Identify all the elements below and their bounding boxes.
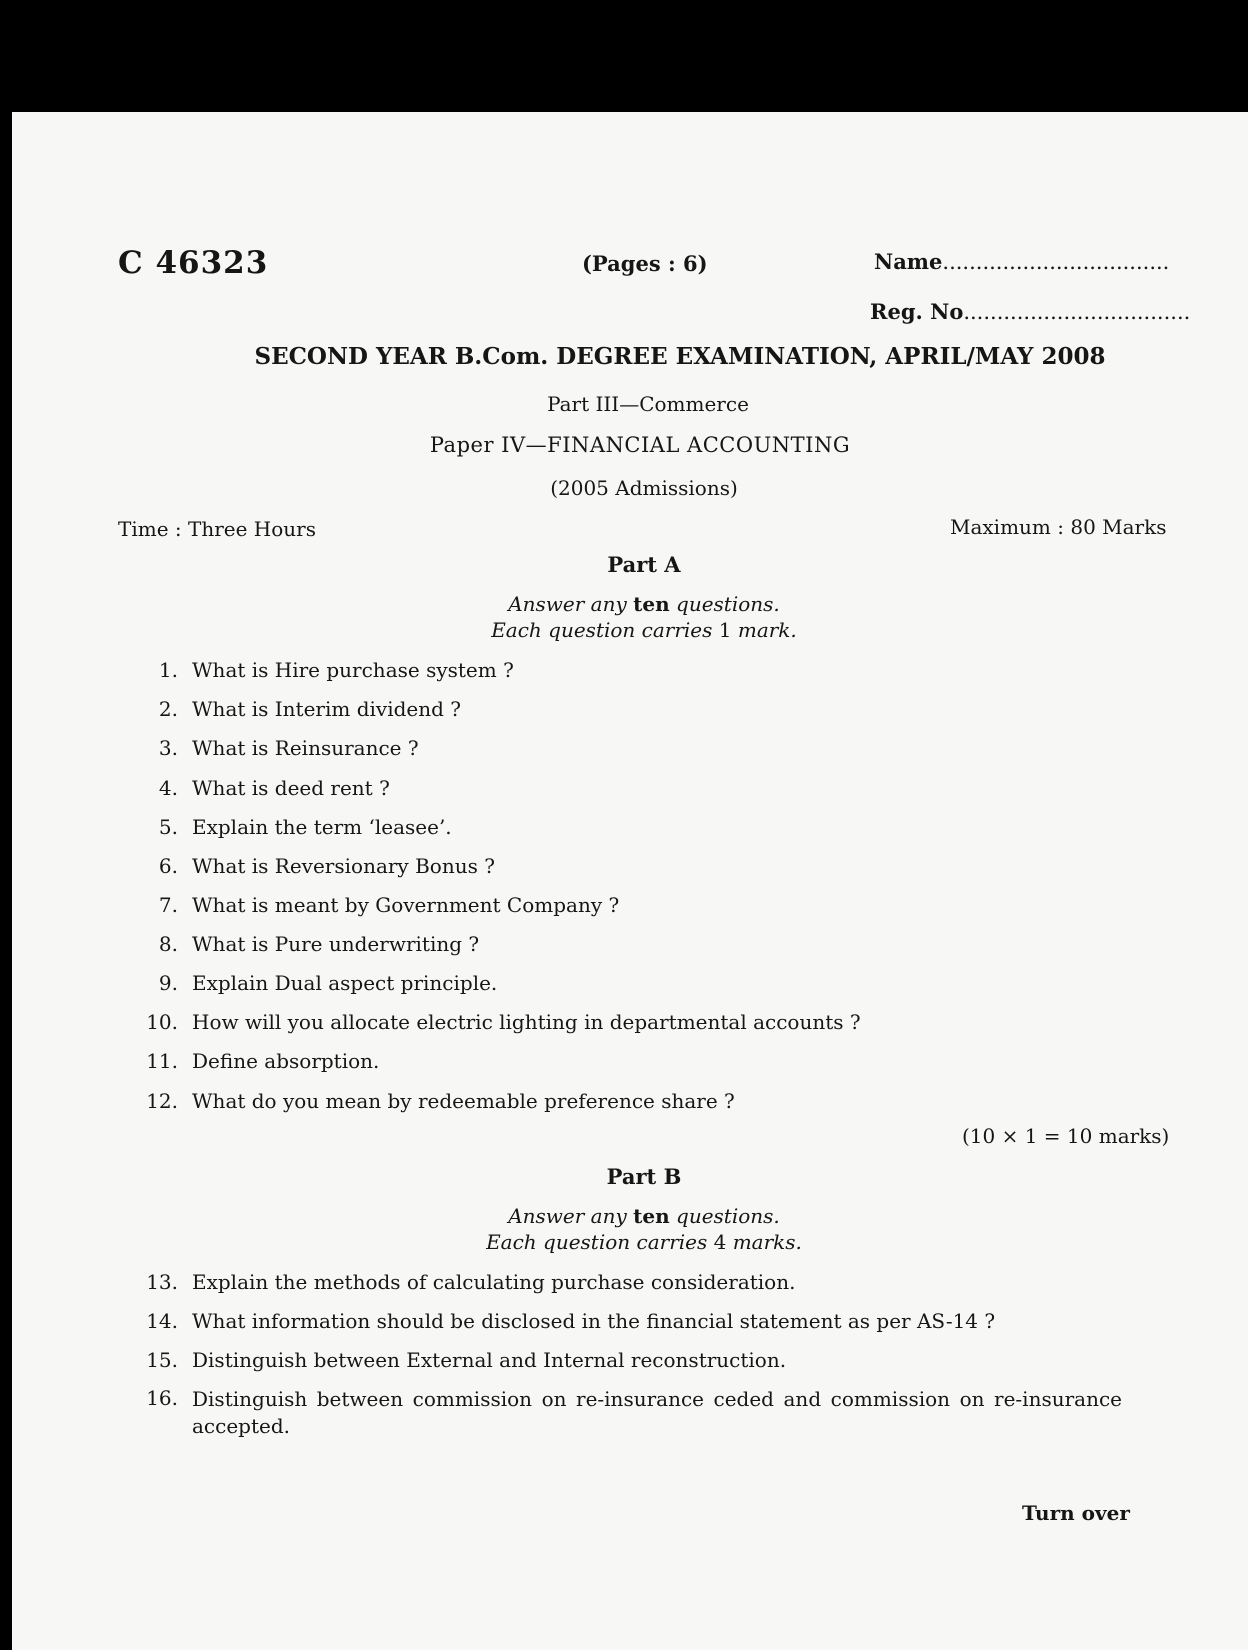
name-dots: .................................. <box>942 250 1170 274</box>
reg-no-field <box>870 299 1190 324</box>
part-b-instruction-2: Each question carries 4 marks. <box>486 1230 802 1254</box>
reg-label: Reg. No <box>870 299 964 324</box>
part-a-instruction-1: Answer any ten questions. <box>508 592 780 616</box>
exam-paper-page: C 46323 (Pages : 6) Name.................................. Reg. No.................................. SECOND YEAR B.Com. DEGREE EXAMINATION, APRIL/MAY 2008 Part III—Commerce Paper IV—FINANCIAL ACCOUNTING (2005 Admissions) Time : Three Hours Maximum : 80 Marks Part A Answer any ten questions. Each question carries 1 mark. 1. What is Hire purchase system ? 2. What is Interim dividend ? 3. What is Reinsurance ? 4. What is deed rent ? 5. Explain the term ‘leasee’. 6. What is Reversionary Bonus ? 7. What is meant by Government Company ? 8. What is Pure underwriting ? 9. Explain Dual aspect principle. 10. How will you allocate electric lighting in departmental accounts ? 11. Define absorption. 12. What do you mean by redeemable preference share ? (10 × 1 = 10 marks) Part B Answer any ten questions. Each question carries 4 marks. 13. Explain the methods of calculating purchase consideration. 14. What information should be disclosed in the financial statement as per AS-14 ? 15. Distinguish between External and Internal reconstruction. 16. Distinguish between commission on re-insurance ceded and commission on re-insurance accepted. Turn over <box>12 112 1248 1650</box>
name-label: Name <box>874 249 943 274</box>
part-b-instruction-1: Answer any ten questions. <box>508 1204 780 1228</box>
part-a-heading: Part A <box>607 552 681 577</box>
name-field <box>874 249 1169 274</box>
part-a-instruction-2: Each question carries 1 mark. <box>491 618 797 642</box>
exam-part: Part III—Commerce <box>547 392 749 416</box>
exam-paper: Paper IV—FINANCIAL ACCOUNTING <box>429 433 851 457</box>
paper-code: C 46323 <box>118 245 269 281</box>
reg-dots: .................................. <box>963 300 1191 324</box>
exam-title: SECOND YEAR B.Com. DEGREE EXAMINATION, APRIL/MAY 2008 <box>254 343 1106 370</box>
turn-over-label: Turn over <box>1022 1501 1130 1525</box>
time-allowed: Time : Three Hours <box>118 517 316 541</box>
part-b-heading: Part B <box>606 1164 682 1189</box>
exam-admissions: (2005 Admissions) <box>550 476 738 500</box>
part-a-marks: (10 × 1 = 10 marks) <box>962 1124 1170 1148</box>
maximum-marks: Maximum : 80 Marks <box>950 515 1167 539</box>
page-count: (Pages : 6) <box>582 251 708 276</box>
